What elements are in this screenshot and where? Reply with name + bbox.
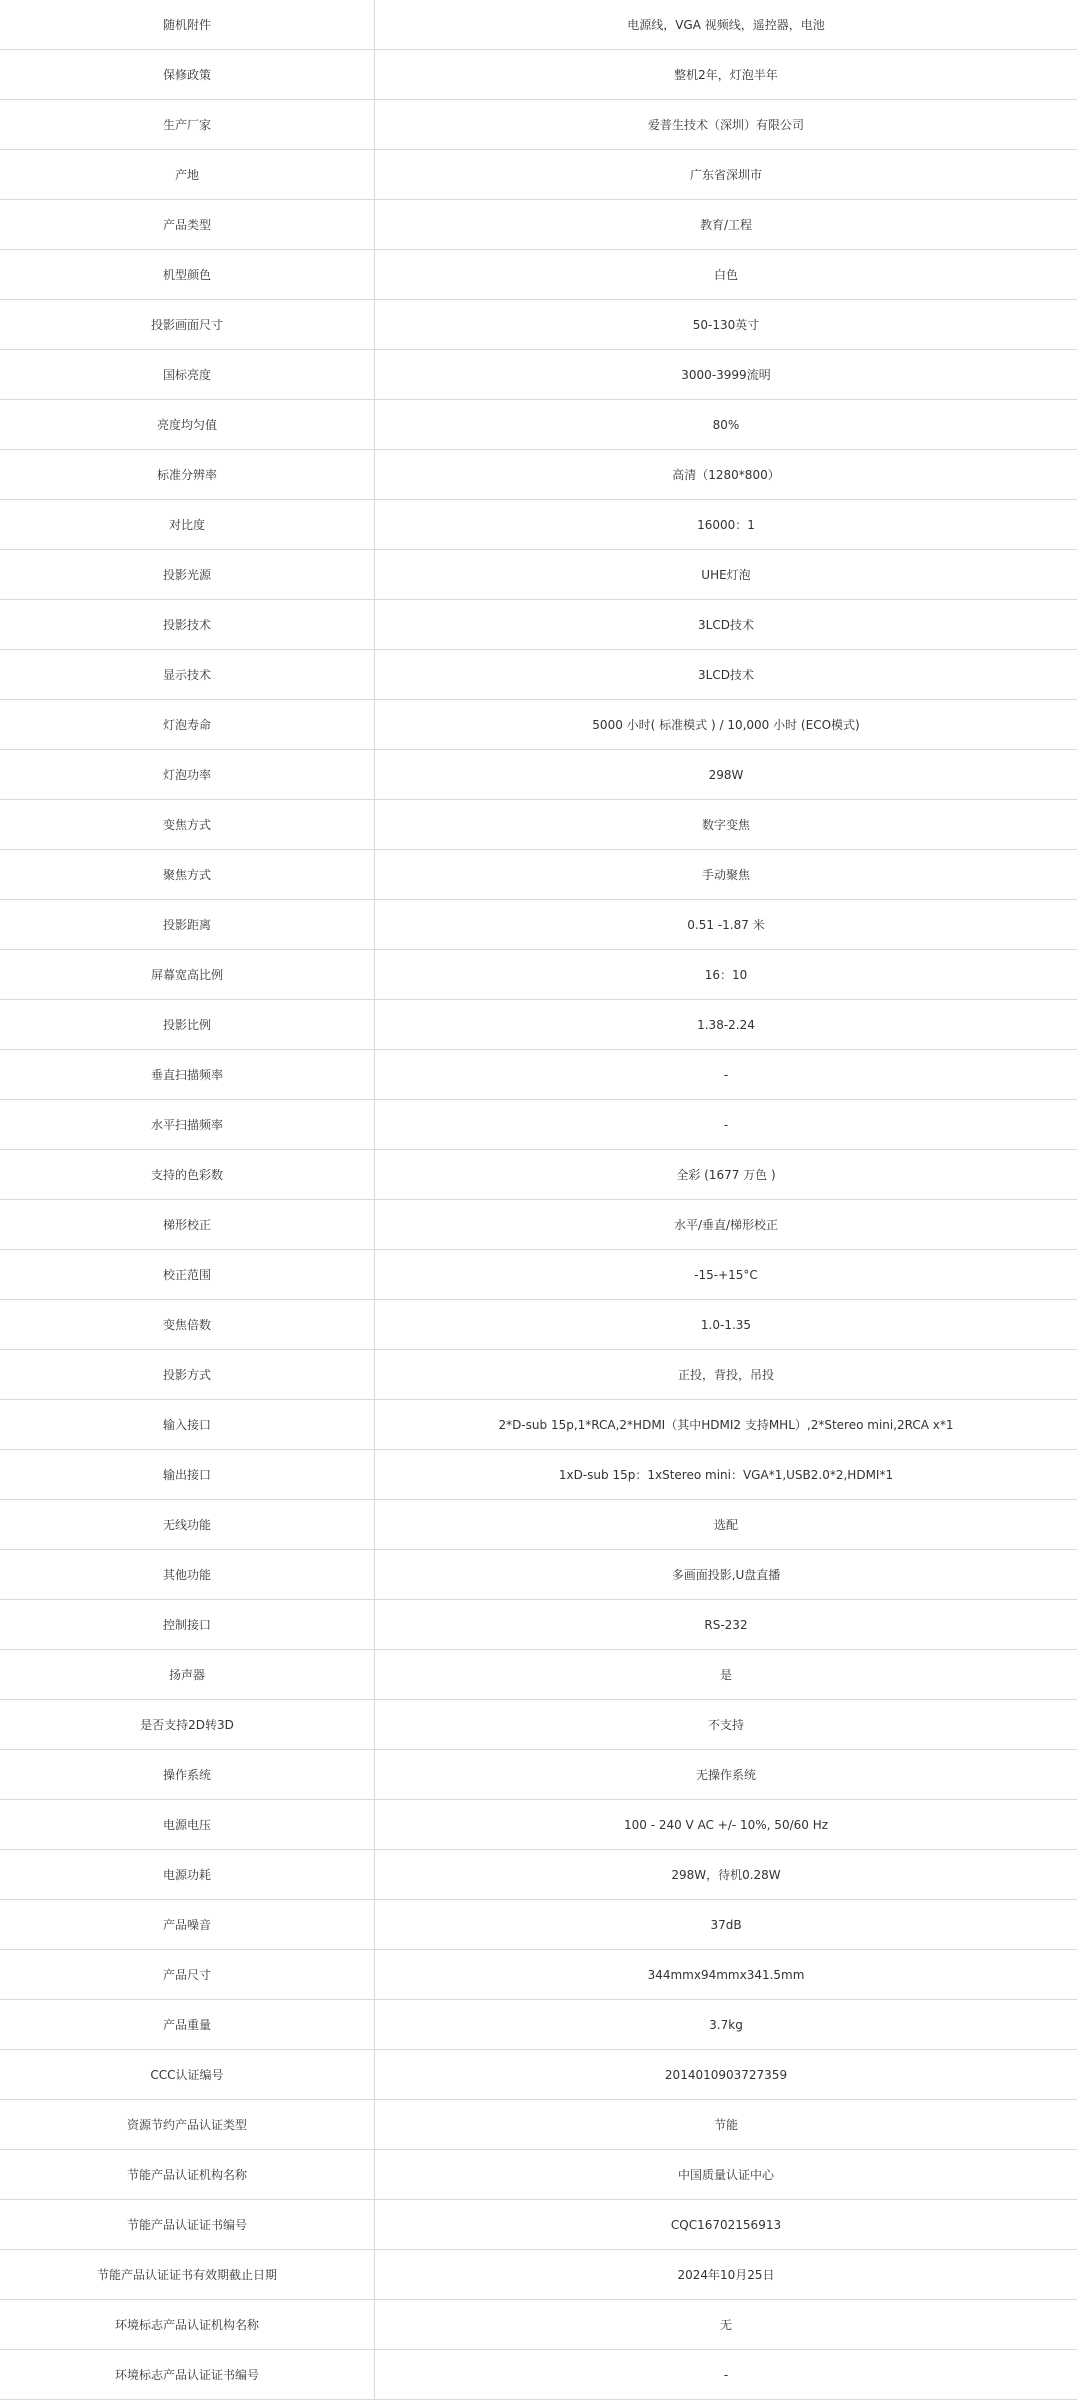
- spec-row: [0, 2250, 1077, 2300]
- spec-row: [0, 2300, 1077, 2350]
- spec-value: 298W，待机0.28W: [671, 1867, 781, 1882]
- spec-row: [0, 350, 1077, 400]
- spec-label: 电源功耗: [0, 1850, 375, 1899]
- spec-value: 水平/垂直/梯形校正: [673, 1217, 779, 1232]
- spec-value: 全彩 (1677 万色 ): [676, 1167, 776, 1182]
- spec-row: [0, 900, 1077, 950]
- spec-label: 产品重量: [0, 2000, 375, 2049]
- spec-row: [0, 2100, 1077, 2150]
- spec-label: 支持的色彩数: [0, 1150, 375, 1199]
- spec-value: 高清（1280*800）: [672, 467, 780, 482]
- spec-label: 产品噪音: [0, 1900, 375, 1949]
- spec-row: [0, 1300, 1077, 1350]
- spec-row: [0, 150, 1077, 200]
- spec-value: 3.7kg: [709, 2017, 743, 2032]
- spec-row: [0, 250, 1077, 300]
- spec-label: 操作系统: [0, 1750, 375, 1799]
- spec-value: 手动聚焦: [701, 867, 750, 882]
- spec-label: 产地: [0, 150, 375, 199]
- spec-row: [0, 1250, 1077, 1300]
- spec-value: 3LCD技术: [698, 617, 754, 632]
- spec-row: [0, 1150, 1077, 1200]
- spec-row: [0, 2200, 1077, 2250]
- spec-label: 梯形校正: [0, 1200, 375, 1249]
- spec-label: 水平扫描频率: [0, 1100, 375, 1149]
- spec-label: 随机附件: [0, 0, 375, 49]
- spec-value: 2024年10月25日: [677, 2267, 775, 2282]
- spec-row: [0, 1450, 1077, 1500]
- spec-value: 教育/工程: [699, 217, 753, 232]
- spec-row: [0, 950, 1077, 1000]
- spec-row: [0, 700, 1077, 750]
- spec-row: [0, 300, 1077, 350]
- spec-value: 节能: [713, 2117, 738, 2132]
- spec-value: 2014010903727359: [664, 2067, 788, 2082]
- spec-value: 爱普生技术（深圳）有限公司: [647, 117, 804, 132]
- spec-row: [0, 400, 1077, 450]
- spec-value: 2*D-sub 15p,1*RCA,2*HDMI（其中HDMI2 支持MHL）,2*Stereo mini,2RCA x*1: [498, 1417, 954, 1432]
- spec-label: 投影技术: [0, 600, 375, 649]
- spec-row: [0, 1950, 1077, 2000]
- spec-value: 1.38-2.24: [697, 1017, 755, 1032]
- spec-value: -: [723, 1067, 729, 1082]
- spec-label: 屏幕宽高比例: [0, 950, 375, 999]
- spec-label: 国标亮度: [0, 350, 375, 399]
- spec-label: 灯泡功率: [0, 750, 375, 799]
- spec-label: 显示技术: [0, 650, 375, 699]
- spec-value: 1.0-1.35: [700, 1317, 752, 1332]
- spec-value: -: [723, 2367, 729, 2382]
- spec-label: 校正范围: [0, 1250, 375, 1299]
- spec-row: [0, 800, 1077, 850]
- spec-row: [0, 1600, 1077, 1650]
- spec-value: 不支持: [707, 1717, 744, 1732]
- spec-value: -15-+15°C: [694, 1267, 758, 1282]
- spec-row: [0, 50, 1077, 100]
- spec-row: [0, 100, 1077, 150]
- spec-value: 50-130英寸: [692, 317, 760, 332]
- spec-label: 产品尺寸: [0, 1950, 375, 1999]
- spec-value: 16：10: [704, 967, 748, 982]
- spec-value: 中国质量认证中心: [677, 2167, 774, 2182]
- spec-row: [0, 650, 1077, 700]
- spec-value: 无操作系统: [695, 1767, 756, 1782]
- spec-row: [0, 1000, 1077, 1050]
- spec-value: 100 - 240 V AC +/- 10%, 50/60 Hz: [623, 1817, 829, 1832]
- spec-value: 37dB: [710, 1917, 742, 1932]
- spec-value: 344mmx94mmx341.5mm: [647, 1967, 805, 1982]
- spec-row: [0, 550, 1077, 600]
- spec-row: [0, 1650, 1077, 1700]
- spec-row: [0, 450, 1077, 500]
- spec-row: [0, 750, 1077, 800]
- spec-row: [0, 1050, 1077, 1100]
- spec-row: [0, 200, 1077, 250]
- spec-label: CCC认证编号: [0, 2050, 375, 2099]
- spec-label: 亮度均匀值: [0, 400, 375, 449]
- spec-value: 298W: [708, 767, 744, 782]
- spec-row: [0, 1350, 1077, 1400]
- spec-value: 3000-3999流明: [681, 367, 771, 382]
- spec-label: 扬声器: [0, 1650, 375, 1699]
- spec-label: 聚焦方式: [0, 850, 375, 899]
- spec-value: 是: [719, 1667, 732, 1682]
- spec-row: [0, 1550, 1077, 1600]
- spec-value: 电源线，VGA 视频线，遥控器，电池: [627, 17, 825, 32]
- spec-value: 0.51 -1.87 米: [687, 917, 765, 932]
- spec-value: 16000：1: [697, 517, 755, 532]
- spec-label: 生产厂家: [0, 100, 375, 149]
- spec-value: 白色: [713, 267, 738, 282]
- spec-label: 无线功能: [0, 1500, 375, 1549]
- spec-label: 环境标志产品认证证书编号: [0, 2350, 375, 2399]
- spec-value: 1xD-sub 15p：1xStereo mini：VGA*1,USB2.0*2,HDMI*1: [558, 1467, 894, 1482]
- spec-value: 无: [719, 2317, 732, 2332]
- spec-label: 产品类型: [0, 200, 375, 249]
- spec-value: -: [723, 1117, 729, 1132]
- spec-row: [0, 850, 1077, 900]
- spec-row: [0, 1800, 1077, 1850]
- spec-label: 资源节约产品认证类型: [0, 2100, 375, 2149]
- spec-label: 控制接口: [0, 1600, 375, 1649]
- spec-label: 投影光源: [0, 550, 375, 599]
- spec-row: [0, 1500, 1077, 1550]
- spec-label: 投影比例: [0, 1000, 375, 1049]
- spec-value: CQC16702156913: [670, 2217, 782, 2232]
- spec-label: 是否支持2D转3D: [0, 1700, 375, 1749]
- spec-label: 对比度: [0, 500, 375, 549]
- spec-row: [0, 1750, 1077, 1800]
- spec-value: UHE灯泡: [701, 567, 751, 582]
- spec-value: 广东省深圳市: [689, 167, 762, 182]
- spec-row: [0, 2050, 1077, 2100]
- spec-row: [0, 1850, 1077, 1900]
- spec-row: [0, 1200, 1077, 1250]
- spec-row: [0, 500, 1077, 550]
- spec-row: [0, 600, 1077, 650]
- spec-value: 数字变焦: [701, 817, 750, 832]
- spec-value: 整机2年，灯泡半年: [674, 67, 778, 82]
- spec-row: [0, 1100, 1077, 1150]
- spec-row: [0, 1900, 1077, 1950]
- spec-value: 80%: [712, 417, 740, 432]
- spec-value: 正投，背投，吊投: [677, 1367, 774, 1382]
- spec-label: 垂直扫描频率: [0, 1050, 375, 1099]
- spec-label: 节能产品认证机构名称: [0, 2150, 375, 2199]
- spec-row: [0, 2150, 1077, 2200]
- spec-label: 变焦倍数: [0, 1300, 375, 1349]
- spec-value: RS-232: [704, 1617, 748, 1632]
- spec-row: [0, 1700, 1077, 1750]
- spec-label: 标准分辨率: [0, 450, 375, 499]
- spec-value: 3LCD技术: [698, 667, 754, 682]
- spec-label: 节能产品认证证书有效期截止日期: [0, 2250, 375, 2299]
- spec-label: 其他功能: [0, 1550, 375, 1599]
- spec-value: 多画面投影,U盘直播: [671, 1567, 781, 1582]
- spec-row: [0, 2000, 1077, 2050]
- spec-row: [0, 0, 1077, 50]
- spec-label: 投影画面尺寸: [0, 300, 375, 349]
- spec-label: 变焦方式: [0, 800, 375, 849]
- spec-label: 输入接口: [0, 1400, 375, 1449]
- spec-row: [0, 1400, 1077, 1450]
- spec-label: 输出接口: [0, 1450, 375, 1499]
- spec-label: 节能产品认证证书编号: [0, 2200, 375, 2249]
- spec-label: 机型颜色: [0, 250, 375, 299]
- spec-label: 电源电压: [0, 1800, 375, 1849]
- spec-label: 投影方式: [0, 1350, 375, 1399]
- spec-label: 保修政策: [0, 50, 375, 99]
- spec-row: [0, 2350, 1077, 2400]
- spec-value: 选配: [713, 1517, 738, 1532]
- spec-label: 投影距离: [0, 900, 375, 949]
- spec-label: 环境标志产品认证机构名称: [0, 2300, 375, 2349]
- spec-label: 灯泡寿命: [0, 700, 375, 749]
- spec-value: 5000 小时( 标准模式 ) / 10,000 小时 (ECO模式): [592, 717, 860, 732]
